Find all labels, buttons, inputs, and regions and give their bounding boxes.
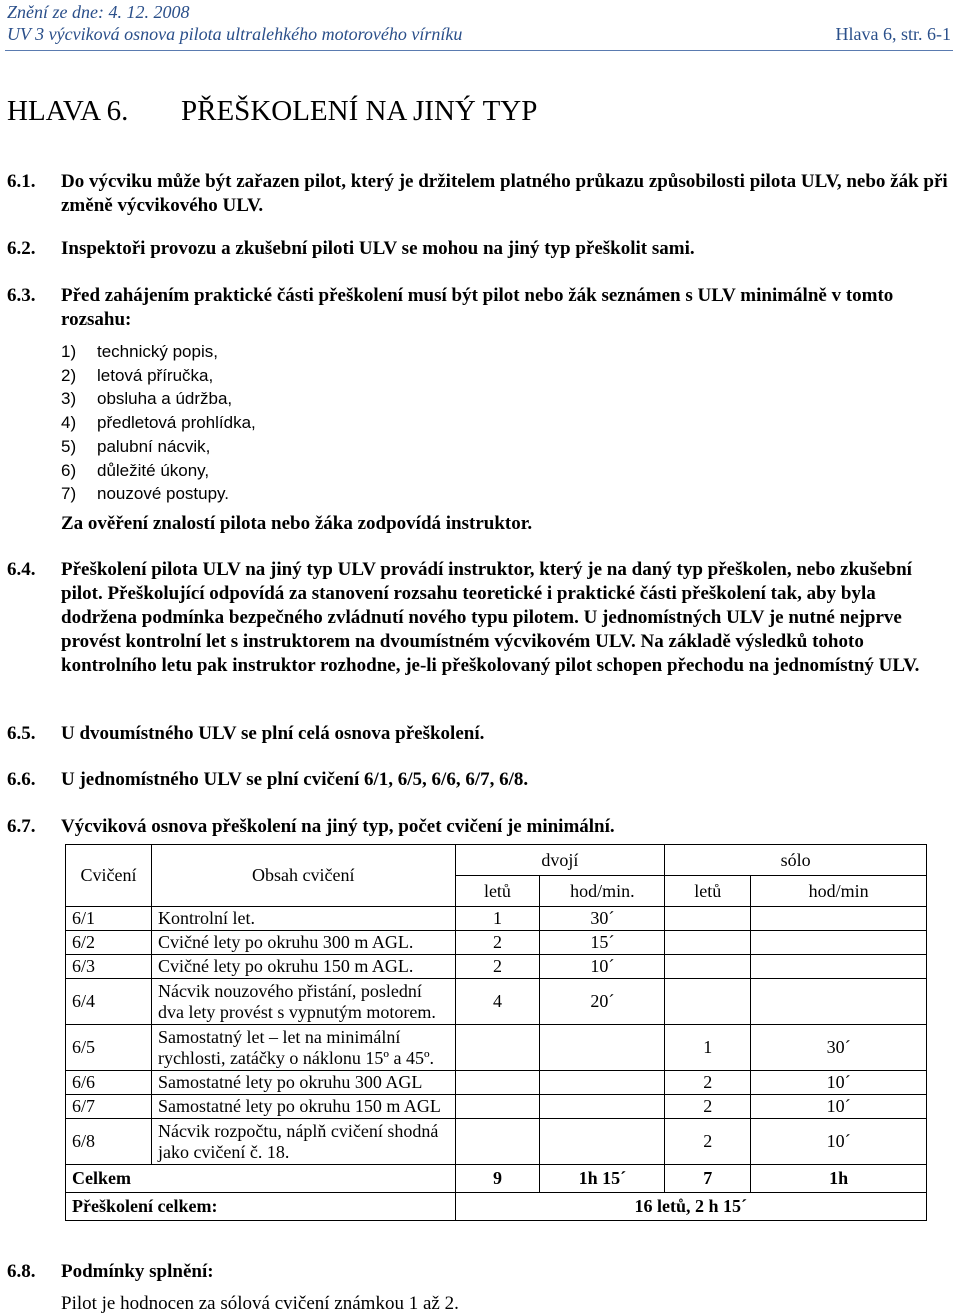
section-number: 6.7.: [7, 816, 36, 837]
table-row: [66, 931, 927, 955]
exercise-content: Nácvik nouzového přistání, poslední dva lety provést s vypnutým motorem.: [151, 979, 455, 1025]
list-number: 2): [61, 365, 77, 385]
dual-flights: [455, 1025, 540, 1071]
section-6-3-closing: [61, 512, 532, 536]
closing-text: Za ověření znalostí pilota nebo žáka zodpovídá instruktor.: [61, 513, 533, 534]
list-item: [61, 459, 256, 483]
section-number: 6.3.: [7, 285, 36, 306]
table-row: [66, 955, 927, 979]
solo-time: 10´: [751, 1095, 927, 1119]
solo-flights: [665, 979, 751, 1025]
exercise-id: 6/1: [66, 907, 152, 931]
solo-flights: 1: [665, 1025, 751, 1071]
solo-time: [751, 907, 927, 931]
exercise-content: Cvičné lety po okruhu 150 m AGL.: [151, 955, 455, 979]
table-row: [66, 1119, 927, 1165]
dual-time: [540, 1071, 665, 1095]
dual-time: [540, 1095, 665, 1119]
solo-time: 10´: [751, 1119, 927, 1165]
section-number: 6.1.: [7, 171, 36, 192]
section-6-8-body: [61, 1292, 459, 1316]
exercise-id: 6/7: [66, 1095, 152, 1119]
solo-flights: 2: [665, 1119, 751, 1165]
solo-time: 30´: [751, 1025, 927, 1071]
exercise-id: 6/4: [66, 979, 152, 1025]
header-solo: sólo: [665, 845, 927, 876]
dual-time: 15´: [540, 931, 665, 955]
exercise-content: Samostatný let – let na minimální rychlosti, zatáčky o náklonu 15º a 45º.: [151, 1025, 455, 1071]
exercise-content: Cvičné lety po okruhu 300 m AGL.: [151, 931, 455, 955]
list-text: palubní nácvik,: [97, 436, 211, 456]
exercise-id: 6/3: [66, 955, 152, 979]
list-item: [61, 482, 256, 506]
header-dual: dvojí: [455, 845, 665, 876]
table-row: [66, 979, 927, 1025]
total-label: Celkem: [66, 1165, 456, 1193]
solo-time: [751, 931, 927, 955]
section-text: Do výcviku může být zařazen pilot, který je držitelem platného průkazu způsobilosti pilota ULV, nebo žák při změně výcvikového ULV.: [61, 171, 948, 216]
document-title: UV 3 výcviková osnova pilota ultralehkého motorového vírníku: [7, 24, 463, 44]
section-text: Inspektoři provozu a zkušební piloti ULV se mohou na jiný typ přeškolit sami.: [61, 238, 695, 259]
table-row: [66, 1025, 927, 1071]
training-syllabus-table: [65, 844, 927, 1221]
grand-total-row: [66, 1193, 927, 1221]
dual-time: 10´: [540, 955, 665, 979]
list-text: obsluha a údržba,: [97, 389, 233, 409]
list-number: 1): [61, 342, 77, 361]
total-solo-flights: 7: [665, 1165, 751, 1193]
solo-time: [751, 955, 927, 979]
section-text: Podmínky splnění:: [61, 1261, 214, 1282]
solo-flights: 2: [665, 1071, 751, 1095]
exercise-content: Nácvik rozpočtu, náplň cvičení shodná jako cvičení č. 18.: [151, 1119, 455, 1165]
section-text: U jednomístného ULV se plní cvičení 6/1, 6/5, 6/6, 6/7, 6/8.: [61, 769, 529, 790]
body-text: Pilot je hodnocen za sólová cvičení známkou 1 až 2.: [61, 1293, 459, 1314]
header-solo-flights: letů: [665, 876, 751, 907]
dual-flights: 4: [455, 979, 540, 1025]
exercise-content: Samostatné lety po okruhu 150 m AGL: [151, 1095, 455, 1119]
section-text: Před zahájením praktické části přeškolení musí být pilot nebo žák seznámen s ULV minimálně v tomto rozsahu:: [61, 285, 894, 330]
table-row: [66, 907, 927, 931]
dual-flights: [455, 1095, 540, 1119]
dual-flights: 2: [455, 955, 540, 979]
total-solo-time: 1h: [751, 1165, 927, 1193]
exercise-content: Samostatné lety po okruhu 300 AGL: [151, 1071, 455, 1095]
revision-date: Znění ze dne: 4. 12. 2008: [7, 2, 190, 22]
dual-time: 30´: [540, 907, 665, 931]
page-reference: Hlava 6, str. 6-1: [835, 24, 951, 44]
section-text: Přeškolení pilota ULV na jiný typ ULV provádí instruktor, který je na daný typ přeškolen, nebo zkušební pilot. Přeškolující odpovídá za stanovení rozsahu teoretické i praktické části přeškolení tak, aby byla dodržena podmínka bezpečného zvládnutí nového typu pilotem. U jednomístných ULV je nutné nejprve provést kontrolní let s instruktorem na dvoumístném výcvikovém ULV. Na základě výsledků tohoto kontrolního letu pak instruktor rozhodne, je-li přeškolovaný pilot schopen přechodu na jednomístný ULV.: [61, 559, 920, 676]
dual-flights: 1: [455, 907, 540, 931]
solo-flights: [665, 931, 751, 955]
list-item: [61, 411, 256, 435]
section-number: 6.4.: [7, 559, 36, 580]
table-row: [66, 1095, 927, 1119]
dual-time: [540, 1119, 665, 1165]
list-number: 4): [61, 413, 77, 433]
header-dual-flights: letů: [455, 876, 540, 907]
header-content: Obsah cvičení: [151, 845, 455, 907]
exercise-id: 6/8: [66, 1119, 152, 1165]
solo-flights: [665, 907, 751, 931]
section-text: Výcviková osnova přeškolení na jiný typ, počet cvičení je minimální.: [61, 816, 615, 837]
dual-time: 20´: [540, 979, 665, 1025]
dual-flights: [455, 1071, 540, 1095]
grand-total-value: 16 letů, 2 h 15´: [455, 1193, 927, 1221]
exercise-id: 6/6: [66, 1071, 152, 1095]
section-number: 6.5.: [7, 723, 36, 744]
list-item: [61, 435, 256, 459]
list-text: předletová prohlídka,: [97, 413, 256, 433]
list-item: [61, 364, 256, 388]
list-item: [61, 340, 256, 364]
grand-total-label: Přeškolení celkem:: [66, 1193, 456, 1221]
list-text: letová příručka,: [97, 365, 214, 385]
dual-flights: 2: [455, 931, 540, 955]
solo-time: 10´: [751, 1071, 927, 1095]
chapter-title: PŘEŠKOLENÍ NA JINÝ TYP: [181, 95, 538, 127]
list-text: nouzové postupy.: [97, 484, 229, 504]
running-header: [7, 24, 951, 45]
header-exercise: Cvičení: [66, 845, 152, 907]
section-number: 6.8.: [7, 1261, 36, 1282]
exercise-id: 6/2: [66, 931, 152, 955]
header-divider: [5, 50, 953, 51]
solo-time: [751, 979, 927, 1025]
topic-list: [61, 340, 256, 506]
exercise-id: 6/5: [66, 1025, 152, 1071]
chapter-heading: [7, 95, 538, 128]
list-number: 6): [61, 460, 77, 480]
list-number: 5): [61, 436, 77, 456]
dual-time: [540, 1025, 665, 1071]
solo-flights: 2: [665, 1095, 751, 1119]
list-number: 7): [61, 484, 77, 504]
exercise-content: Kontrolní let.: [151, 907, 455, 931]
total-dual-flights: 9: [455, 1165, 540, 1193]
table-row: [66, 1071, 927, 1095]
section-number: 6.2.: [7, 238, 36, 259]
list-text: technický popis,: [97, 342, 218, 361]
section-number: 6.6.: [7, 769, 36, 790]
solo-flights: [665, 955, 751, 979]
header-solo-time: hod/min: [751, 876, 927, 907]
list-item: [61, 387, 256, 411]
list-text: důležité úkony,: [97, 460, 210, 480]
dual-flights: [455, 1119, 540, 1165]
section-text: U dvoumístného ULV se plní celá osnova přeškolení.: [61, 723, 485, 744]
list-number: 3): [61, 389, 77, 409]
chapter-number: HLAVA 6.: [7, 95, 129, 127]
total-row: [66, 1165, 927, 1193]
total-dual-time: 1h 15´: [540, 1165, 665, 1193]
header-dual-time: hod/min.: [540, 876, 665, 907]
